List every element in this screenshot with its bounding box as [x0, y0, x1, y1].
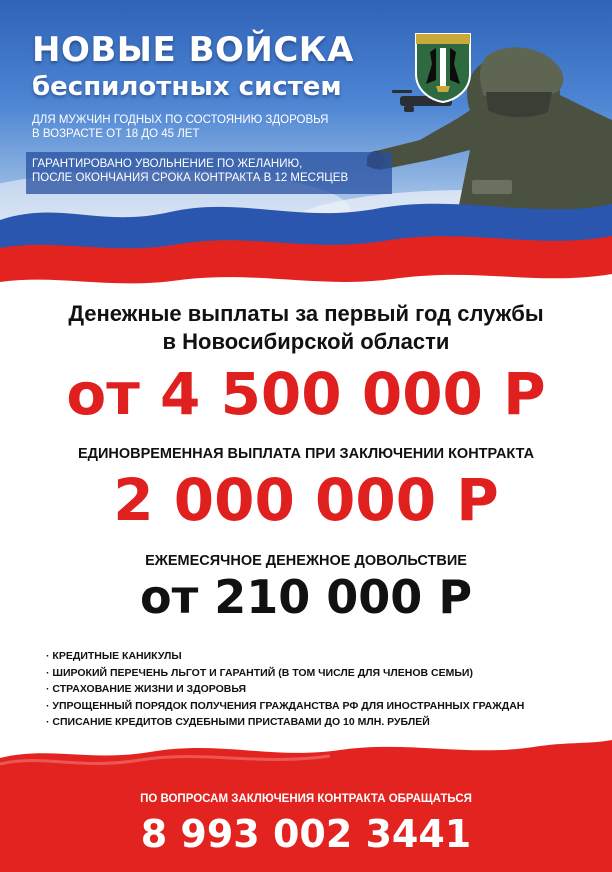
benefit-item: · СТРАХОВАНИЕ ЖИЗНИ И ЗДОРОВЬЯ	[46, 681, 524, 698]
lump-sum-label: ЕДИНОВРЕМЕННАЯ ВЫПЛАТА ПРИ ЗАКЛЮЧЕНИИ КОНТРАКТА	[77, 446, 535, 462]
guarantee-line-1: ГАРАНТИРОВАНО УВОЛЬНЕНИЕ ПО ЖЕЛАНИЮ,	[32, 158, 303, 170]
title-line-1: НОВЫЕ ВОЙСКА	[32, 30, 354, 70]
monthly-allowance-label: ЕЖЕМЕСЯЧНОЕ ДЕНЕЖНОЕ ДОВОЛЬСТВИЕ	[145, 553, 467, 569]
contact-label: ПО ВОПРОСАМ ЗАКЛЮЧЕНИЯ КОНТРАКТА ОБРАЩАТЬСЯ	[140, 793, 472, 805]
benefits-list	[46, 648, 524, 731]
guarantee-line-2: ПОСЛЕ ОКОНЧАНИЯ СРОКА КОНТРАКТА В 12 МЕСЯЦЕВ	[32, 172, 349, 184]
phone-number[interactable]: 8 993 002 3441	[140, 812, 472, 856]
novosibirsk-coat-of-arms-icon	[412, 30, 474, 104]
benefit-item: · СПИСАНИЕ КРЕДИТОВ СУДЕБНЫМИ ПРИСТАВАМИ ДО 10 МЛН. РУБЛЕЙ	[46, 714, 524, 731]
eligibility-line-1: ДЛЯ МУЖЧИН ГОДНЫХ ПО СОСТОЯНИЮ ЗДОРОВЬЯ	[32, 114, 329, 126]
benefit-item: · УПРОЩЕННЫЙ ПОРЯДОК ПОЛУЧЕНИЯ ГРАЖДАНСТВА РФ ДЛЯ ИНОСТРАННЫХ ГРАЖДАН	[46, 698, 524, 715]
total-payment-amount: от 4 500 000 Р	[66, 360, 546, 428]
flag-wave-decoration	[0, 190, 612, 300]
benefit-item: · ШИРОКИЙ ПЕРЕЧЕНЬ ЛЬГОТ И ГАРАНТИЙ (В ТОМ ЧИСЛЕ ДЛЯ ЧЛЕНОВ СЕМЬИ)	[46, 665, 524, 682]
title-line-2: беспилотных систем	[32, 72, 342, 102]
benefit-item: · КРЕДИТНЫЕ КАНИКУЛЫ	[46, 648, 524, 665]
monthly-allowance-amount: от 210 000 Р	[139, 570, 473, 624]
payments-heading-line-1: Денежные выплаты за первый год службы	[68, 301, 544, 326]
footer-wave-decoration	[0, 736, 612, 776]
payments-heading-line-2: в Новосибирской области	[162, 329, 450, 354]
lump-sum-amount: 2 000 000 Р	[113, 466, 499, 534]
eligibility-line-2: В ВОЗРАСТЕ ОТ 18 ДО 45 ЛЕТ	[32, 128, 200, 140]
